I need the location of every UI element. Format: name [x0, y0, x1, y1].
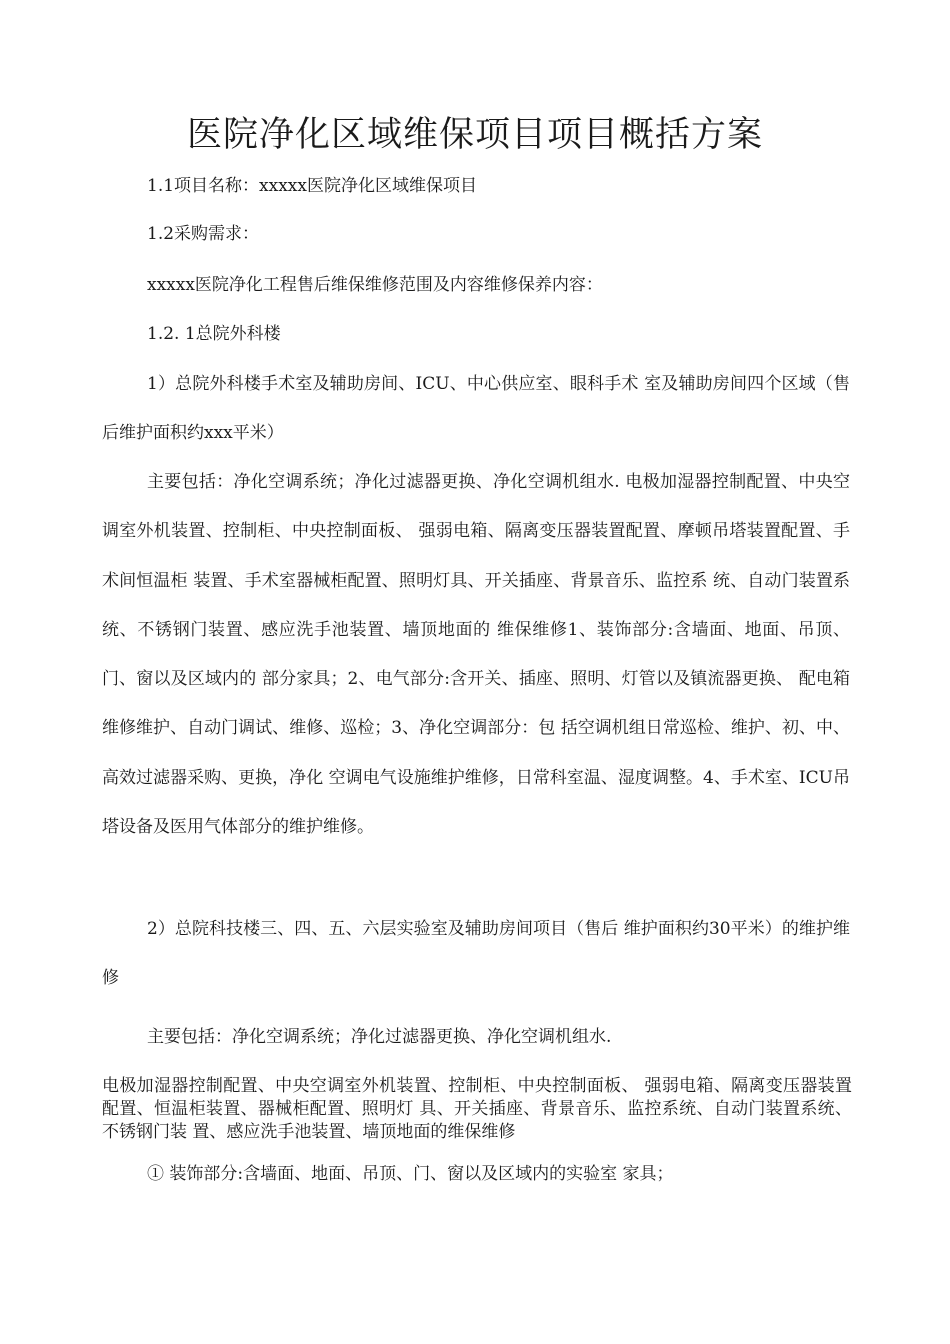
item-1-2-procurement: 1.2采购需求：: [147, 224, 260, 244]
section-2-heading: 2）总院科技楼三、四、五、六层实验室及辅助房间项目（售后 维护面积约30平米）的维护维修: [102, 919, 850, 989]
section-1-body: 主要包括：净化空调系统；净化过滤器更换、净化空调机组水. 电极加湿器控制配置、中央空调室外机装置、控制柜、中央控制面板、 强弱电箱、隔离变压器装置配置、摩顿吊塔装置配置、手术间恒温柜 装置、手术室器械柜配置、照明灯具、开关插座、背景音乐、监控系 统、自动门装置系统、不锈钢门装置、感应洗手池装置、墙顶地面的 维保维修1、装饰部分:含墙面、地面、吊顶、门、窗以及区域内的 部分家具；2、电气部分:含开关、插座、照明、灯管以及镇流器更换、 配电箱维修维护、自动门调试、维修、巡检；3、净化空调部分：包 括空调机组日常巡检、维护、初、中、高效过滤器采购、更换，净化 空调电气设施维护维修，日常科室温、湿度调整。4、手术室、ICU吊 塔设备及医用气体部分的维护维修。: [102, 472, 850, 838]
section-1-heading: 1）总院外科楼手术室及辅助房间、ICU、中心供应室、眼科手术 室及辅助房间四个区域（售后维护面积约xxx平米）: [102, 374, 850, 444]
section-2-item-1: ① 装饰部分:含墙面、地面、吊顶、门、窗以及区域内的实验室 家具；: [147, 1164, 674, 1184]
item-1-1-project-name: 1.1项目名称：xxxxx医院净化区域维保项目: [147, 176, 477, 196]
scope-intro: xxxxx医院净化工程售后维保维修范围及内容维修保养内容：: [147, 275, 603, 295]
section-2-body: 电极加湿器控制配置、中央空调室外机装置、控制柜、中央控制面板、 强弱电箱、隔离变压器装置配置、恒温柜装置、器械柜配置、照明灯 具、开关插座、背景音乐、监控系统、自动门装置系统、不锈钢门装 置、感应洗手池装置、墙顶地面的维保维修: [102, 1076, 852, 1142]
item-1-2-1-building: 1.2. 1总院外科楼: [147, 324, 281, 344]
document-title: 医院净化区域维保项目项目概括方案: [186, 115, 763, 155]
section-2-body-first-line: 主要包括：净化空调系统；净化过滤器更换、净化空调机组水.: [147, 1027, 612, 1047]
